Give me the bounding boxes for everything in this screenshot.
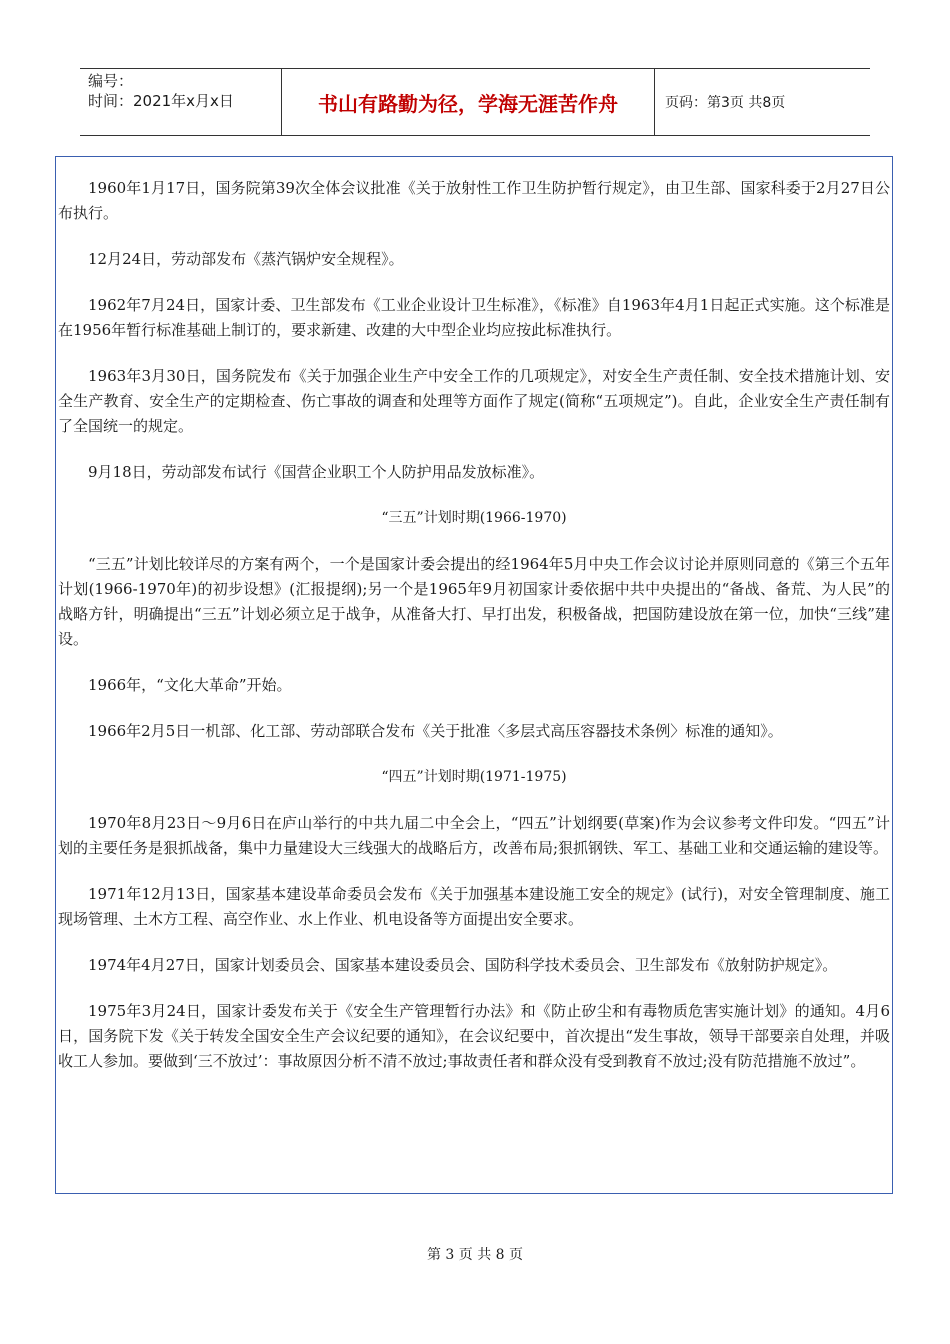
paragraph: 1963年3月30日，国务院发布《关于加强企业生产中安全工作的几项规定》，对安全生产责任制、安全技术措施计划、安全生产教育、安全生产的定期检查、伤亡事故的调查和处理等方面作了规定(简称“五项规定”)。自此，企业安全生产责任制有了全国统一的规定。: [58, 367, 890, 435]
document-body: [58, 176, 890, 1095]
page-footer: 第 3 页 共 8 页: [426, 1247, 524, 1263]
header-page-label: 页码：第3页 共8页: [665, 95, 786, 111]
paragraph: 1974年4月27日，国家计划委员会、国家基本建设委员会、国防科学技术委员会、卫生部发布《放射防护规定》。: [88, 956, 838, 974]
paragraph: 1971年12月13日，国家基本建设革命委员会发布《关于加强基本建设施工安全的规定》(试行)，对安全管理制度、施工现场管理、土木方工程、高空作业、水上作业、机电设备等方面提出安全要求。: [58, 885, 890, 928]
paragraph: 1966年2月5日一机部、化工部、劳动部联合发布《关于批准〈多层式高压容器技术条例〉标准的通知》。: [88, 722, 783, 740]
section-heading: “三五”计划时期(1966-1970): [381, 510, 567, 526]
header-motto: 书山有路勤为径，学海无涯苦作舟: [282, 69, 655, 135]
document-date-label: 时间：2021年x月x日: [88, 92, 234, 110]
paragraph: 1960年1月17日，国务院第39次全体会议批准《关于放射性工作卫生防护暂行规定》，由卫生部、国家科委于2月27日公布执行。: [58, 179, 890, 222]
paragraph: 1966年，“文化大革命”开始。: [88, 676, 292, 694]
paragraph: 1962年7月24日，国家计委、卫生部发布《工业企业设计卫生标准》，《标准》自1963年4月1日起正式实施。这个标准是在1956年暂行标准基础上制订的，要求新建、改建的大中型企业均应按此标准执行。: [58, 296, 890, 339]
header-left-cell: [80, 69, 282, 135]
paragraph: 12月24日，劳动部发布《蒸汽锅炉安全规程》。: [88, 250, 404, 268]
section-heading: “四五”计划时期(1971-1975): [381, 769, 567, 785]
page-header: [80, 68, 870, 136]
paragraph: 1975年3月24日，国家计委发布关于《安全生产管理暂行办法》和《防止矽尘和有毒物质危害实施计划》的通知。4月6日，国务院下发《关于转发全国安全生产会议纪要的通知》，在会议纪要中，首次提出“发生事故，领导干部要亲自处理，并吸收工人参加。要做到‘三不放过’：事故原因分析不清不放过;事故责任者和群众没有受到教育不放过;没有防范措施不放过”。: [58, 1002, 890, 1070]
paragraph: 9月18日，劳动部发布试行《国营企业职工个人防护用品发放标准》。: [88, 463, 545, 481]
document-number-label: 编号：: [88, 72, 134, 90]
paragraph: 1970年8月23日～9月6日在庐山举行的中共九届二中全会上，“四五”计划纲要(草案)作为会议参考文件印发。“四五”计划的主要任务是狠抓战备，集中力量建设大三线强大的战略后方，改善布局;狠抓钢铁、军工、基础工业和交通运输的建设等。: [58, 814, 890, 857]
paragraph: “三五”计划比较详尽的方案有两个，一个是国家计委会提出的经1964年5月中央工作会议讨论并原则同意的《第三个五年计划(1966-1970年)的初步设想》(汇报提纲);另一个是1965年9月初国家计委依据中共中央提出的“备战、备荒、为人民”的战略方针，明确提出“三五”计划必须立足于战争，从准备大打、早打出发，积极备战，把国防建设放在第一位，加快“三线”建设。: [58, 555, 890, 648]
